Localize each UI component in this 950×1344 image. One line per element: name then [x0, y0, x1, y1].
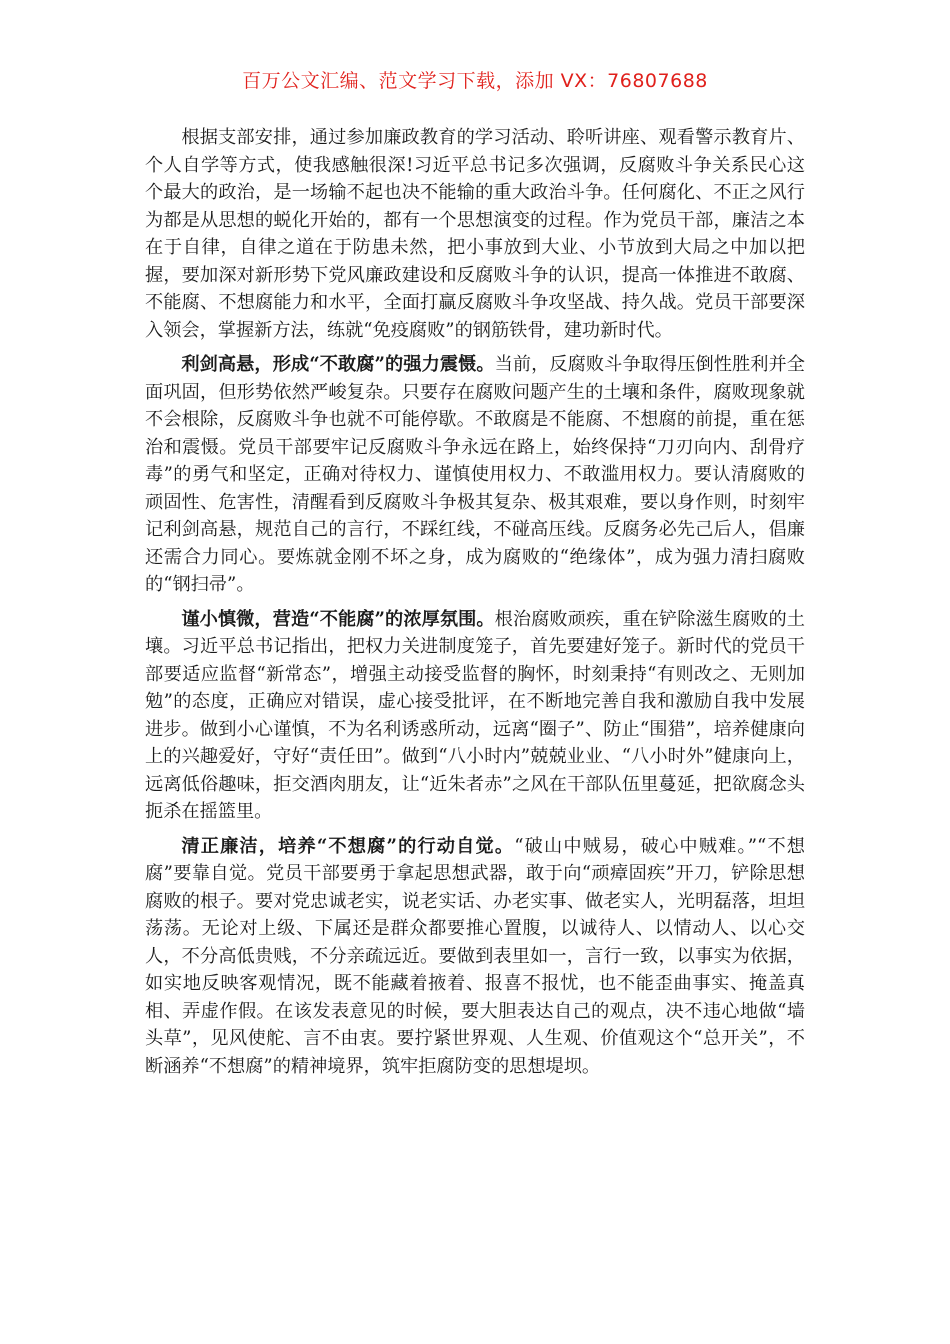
paragraph-body: 当前，反腐败斗争取得压倒性胜利并全面巩固，但形势依然严峻复杂。只要存在腐败问题产生的土壤和条件，腐败现象就不会根除，反腐败斗争也就不可能停歇。不敢腐是不能腐、不想腐的前提，重在惩治和震慑。党员干部要牢记反腐败斗争永远在路上，始终保持“刀刃向内、刮骨疗毒”的勇气和坚定，正确对待权力、谨慎使用权力、不敢滥用权力。要认清腐败的顽固性、危害性，清醒看到反腐败斗争极其复杂、极其艰难，要以身作则，时刻牢记利剑高悬，规范自己的言行，不踩红线，不碰高压线。反腐务必先己后人，倡廉还需合力同心。要炼就金刚不坏之身，成为腐败的“绝缘体”，成为强力清扫腐败的“钢扫帚”。 — [145, 354, 805, 595]
paragraph-intro — [145, 124, 805, 344]
paragraph-lead: 清正廉洁，培养“不想腐”的行动自觉。 — [181, 835, 515, 857]
paragraph-body: “破山中贼易，破心中贼难。”“不想腐”要靠自觉。党员干部要勇于拿起思想武器，敢于向“顽瘴固疾”开刀，铲除思想腐败的根子。要对党忠诚老实，说老实话、办老实事、做老实人，光明磊落，坦坦荡荡。无论对上级、下属还是群众都要推心置腹，以诚待人、以情动人、以心交人，不分高低贵贱，不分亲疏远近。要做到表里如一，言行一致，以事实为依据，如实地反映客观情况，既不能藏着掖着、报喜不报忧，也不能歪曲事实、掩盖真相、弄虚作假。在该发表意见的时候，要大胆表达自己的观点，决不违心地做“墙头草”，见风使舵、言不由衷。要拧紧世界观、人生观、价值观这个“总开关”，不断涵养“不想腐”的精神境界，筑牢拒腐防变的思想堤坝。 — [145, 835, 805, 1077]
paragraph-section-3 — [145, 833, 805, 1081]
paragraph-lead: 利剑高悬，形成“不敢腐”的强力震慑。 — [181, 354, 495, 375]
paragraph-section-2 — [145, 606, 805, 826]
document-body — [145, 124, 805, 1087]
paragraph-section-1 — [145, 351, 805, 599]
paragraph-body: 根据支部安排，通过参加廉政教育的学习活动、聆听讲座、观看警示教育片、个人自学等方式，使我感触很深!习近平总书记多次强调，反腐败斗争关系民心这个最大的政治，是一场输不起也决不能输的重大政治斗争。任何腐化、不正之风行为都是从思想的蜕化开始的，都有一个思想演变的过程。作为党员干部，廉洁之本在于自律，自律之道在于防患未然，把小事放到大业、小节放到大局之中加以把握，要加深对新形势下党风廉政建设和反腐败斗争的认识，提高一体推进不敢腐、不能腐、不想腐能力和水平，全面打赢反腐败斗争攻坚战、持久战。党员干部要深入领会，掌握新方法，练就“免疫腐败”的钢筋铁骨，建功新时代。 — [145, 127, 805, 341]
paragraph-lead: 谨小慎微，营造“不能腐”的浓厚氛围。 — [181, 608, 495, 630]
header-banner: 百万公文汇编、范文学习下载，添加 VX：76807688 — [242, 70, 708, 92]
paragraph-body: 根治腐败顽疾，重在铲除滋生腐败的土壤。习近平总书记指出，把权力关进制度笼子，首先要建好笼子。新时代的党员干部要适应监督“新常态”，增强主动接受监督的胸怀，时刻秉持“有则改之、无则加勉”的态度，正确应对错误，虚心接受批评，在不断地完善自我和激励自我中发展进步。做到小心谨慎，不为名利诱惑所动，远离“圈子”、防止“围猎”，培养健康向上的兴趣爱好，守好“责任田”。做到“八小时内”兢兢业业、“八小时外”健康向上，远离低俗趣味，拒交酒肉朋友，让“近朱者赤”之风在干部队伍里蔓延，把欲腐念头扼杀在摇篮里。 — [145, 608, 805, 822]
